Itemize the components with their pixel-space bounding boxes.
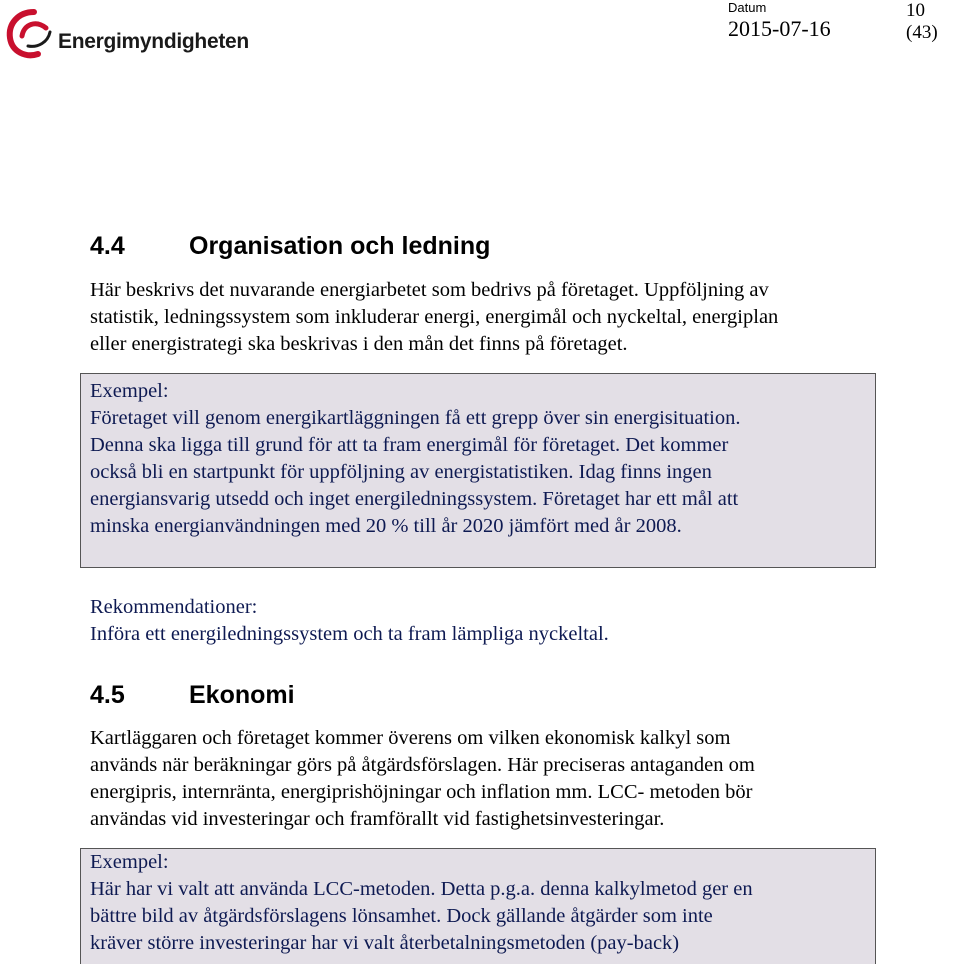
section-4-4-paragraph bbox=[90, 277, 778, 358]
example-content bbox=[90, 849, 753, 957]
section-title: Ekonomi bbox=[189, 681, 295, 709]
page-number: 10 (43) bbox=[906, 0, 938, 43]
paragraph-line: statistik, ledningssystem som inkluderar energi, energimål och nyckeltal, energiplan bbox=[90, 306, 779, 328]
example-line: också bli en startpunkt för uppföljning av energistatistiken. Idag finns ingen bbox=[90, 461, 712, 483]
section-4-5-heading bbox=[90, 681, 295, 710]
recommendation-label: Rekommendationer: bbox=[90, 596, 258, 618]
example-line: Här har vi valt att använda LCC-metoden. Detta p.g.a. denna kalkylmetod ger en bbox=[90, 878, 753, 900]
section-title: Organisation och ledning bbox=[189, 232, 491, 260]
date-label: Datum bbox=[728, 0, 767, 15]
section-4-5-paragraph bbox=[90, 725, 755, 833]
logo-wordmark: Energimyndigheten bbox=[58, 30, 249, 53]
section-number: 4.5 bbox=[90, 681, 125, 709]
paragraph-line: eller energistrategi ska beskrivas i den mån det finns på företaget. bbox=[90, 333, 628, 355]
example-line: kräver större investeringar har vi valt återbetalningsmetoden (pay-back) bbox=[90, 932, 680, 954]
example-line: Denna ska ligga till grund för att ta fram energimål för företaget. Det kommer bbox=[90, 434, 729, 456]
logo-swirl-icon bbox=[4, 6, 60, 62]
section-number: 4.4 bbox=[90, 232, 125, 260]
example-label: Exempel: bbox=[90, 851, 169, 873]
paragraph-line: Kartläggaren och företaget kommer överens om vilken ekonomisk kalkyl som bbox=[90, 727, 731, 749]
paragraph-line: energipris, internränta, energiprishöjningar och inflation mm. LCC- metoden bör bbox=[90, 781, 753, 803]
paragraph-line: Här beskrivs det nuvarande energiarbetet som bedrivs på företaget. Uppföljning av bbox=[90, 279, 769, 301]
paragraph-line: används när beräkningar görs på åtgärdsförslagen. Här preciseras antaganden om bbox=[90, 754, 755, 776]
date-value: 2015-07-16 bbox=[728, 16, 831, 41]
example-line: bättre bild av åtgärdsförslagens lönsamhet. Dock gällande åtgärder som inte bbox=[90, 905, 713, 927]
example-line: minska energianvändningen med 20 % till år 2020 jämfört med år 2008. bbox=[90, 515, 682, 537]
energimyndigheten-logo bbox=[4, 6, 249, 62]
example-box bbox=[80, 373, 876, 568]
recommendation-block bbox=[90, 594, 609, 648]
example-line: energiansvarig utsedd och inget energiledningssystem. Företaget har ett mål att bbox=[90, 488, 739, 510]
paragraph-line: användas vid investeringar och framförallt vid fastighetsinvesteringar. bbox=[90, 808, 665, 830]
example-content bbox=[90, 378, 741, 540]
example-box bbox=[80, 848, 876, 964]
example-label: Exempel: bbox=[90, 380, 169, 402]
example-line: Företaget vill genom energikartläggningen få ett grepp över sin energisituation. bbox=[90, 407, 741, 429]
section-4-4-heading bbox=[90, 232, 490, 261]
recommendation-text: Införa ett energiledningssystem och ta fram lämpliga nyckeltal. bbox=[90, 623, 609, 645]
